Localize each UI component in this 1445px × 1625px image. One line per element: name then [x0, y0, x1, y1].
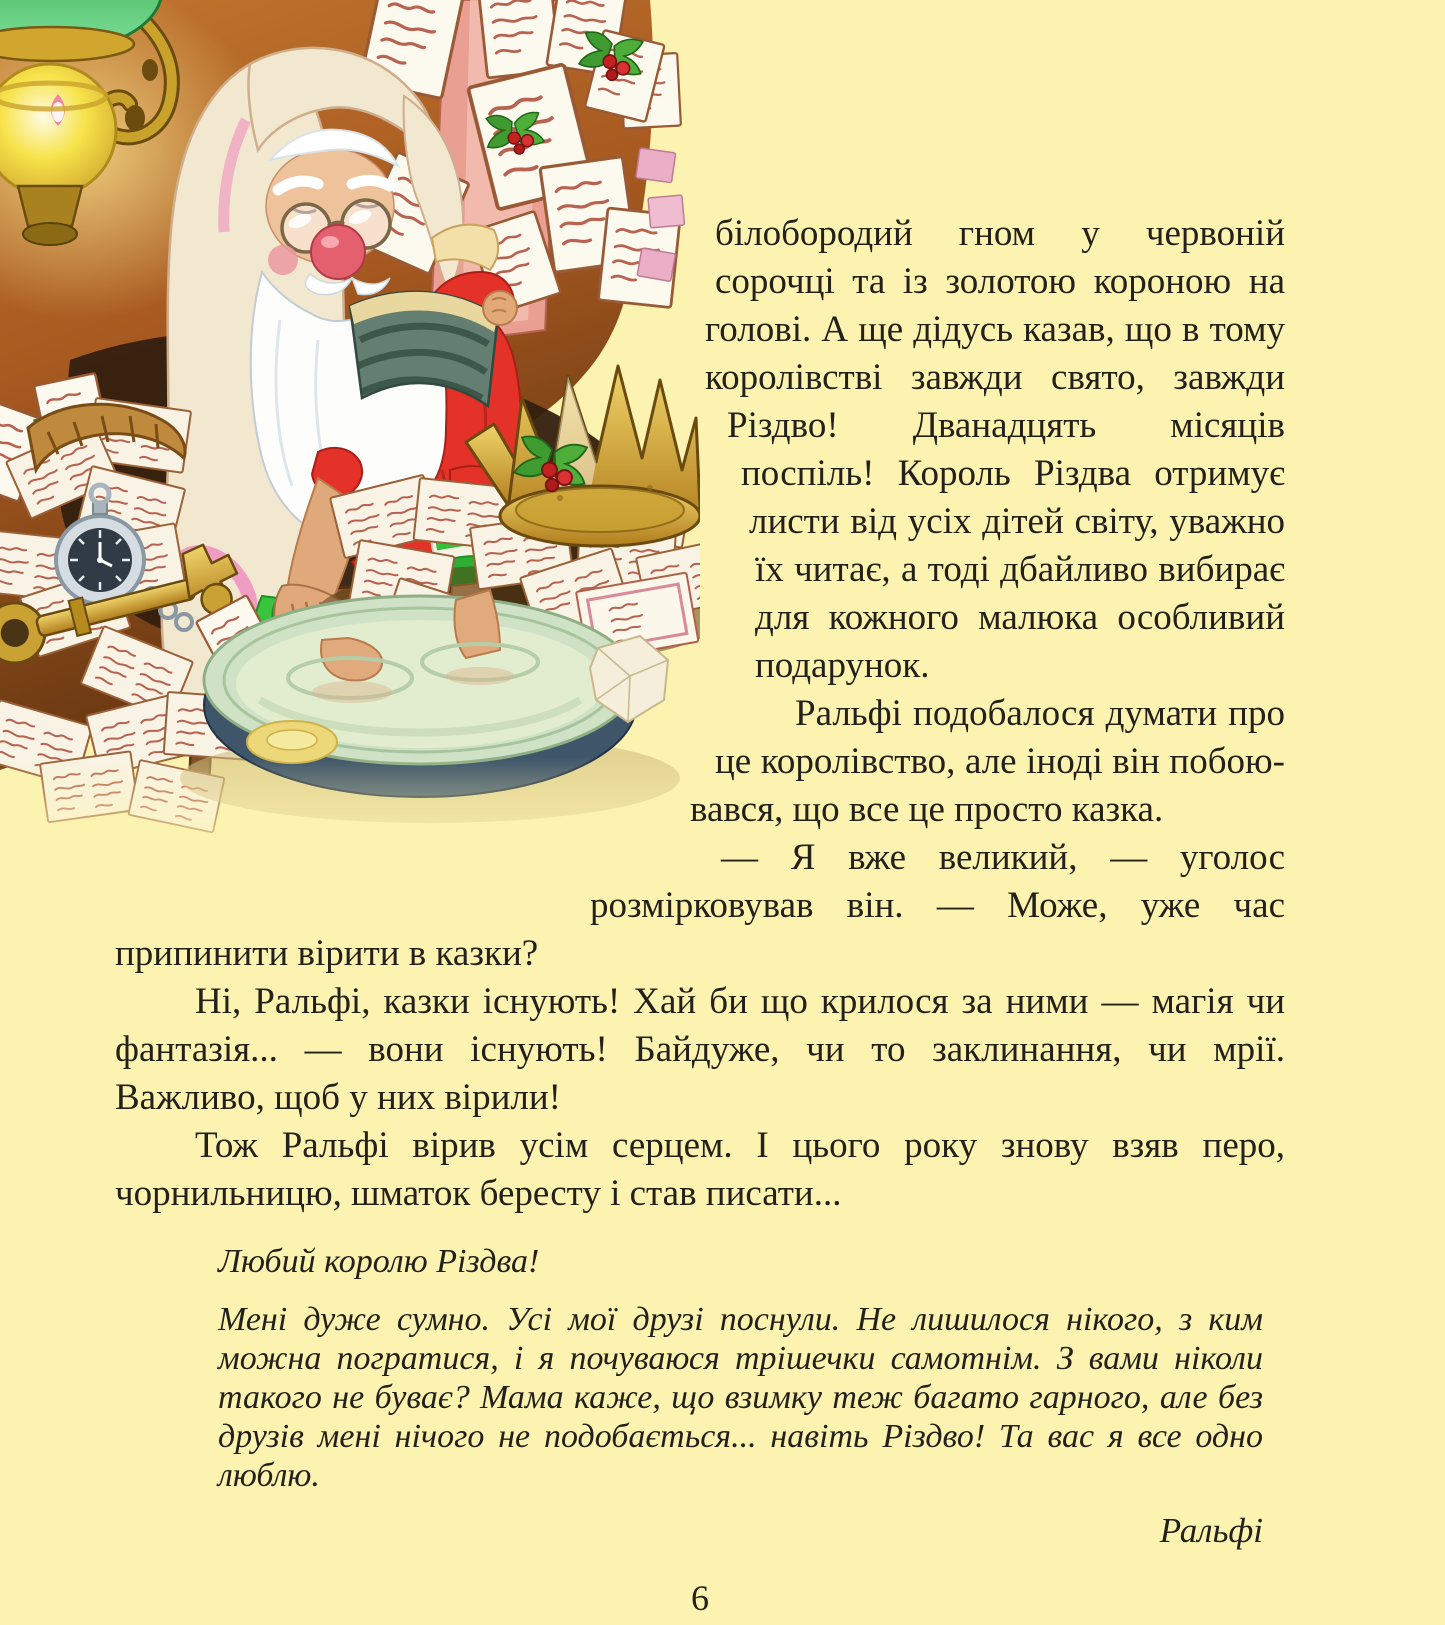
letter-to-king — [218, 1242, 1263, 1550]
letter-salutation: Любий королю Різдва! — [218, 1243, 540, 1280]
story-paragraph: Тож Ральфі вірив усім серцем. І цього року знову взяв перо, чорнильницю, шматок бересту і став писати... — [115, 1125, 1285, 1214]
page-number: 6 — [691, 1578, 709, 1618]
letter-body: Мені дуже сумно. Усі мої друзі поснули. Не лишилося нікого, з ким можна погратися, і я почуваюся трішечки самотнім. З вами ніколи такого не буває? Мама каже, що взимку теж багато гарного, але без друзів мені нічого не подобається... навіть Різдво! Та вас я все одно люблю. — [218, 1301, 1263, 1494]
letter-signature: Ральфі — [1159, 1511, 1263, 1550]
story-paragraph: Ральфі подобалося думати про це королівство, але іноді він побоювався, що все це просто казка. — [690, 693, 1285, 830]
story-paragraph: Ні, Ральфі, казки існують! Хай би що крилося за ними — магія чи фантазія... — вони існують! Байдуже, чи то заклинання, чи мрії. Важливо, щоб у них вірили! — [115, 981, 1285, 1118]
story-paragraph: — Я вже великий, — уголос розмірковував він. — Може, уже час припинити вірити в казки? — [115, 837, 1285, 974]
story-paragraph: білобородий гном у червоній сорочці та із золотою короною на голові. А ще дідусь казав, що в тому королівстві завжди свято, завжди Різдво! Дванадцять місяців поспіль! Король Різдва отримує листи від усіх дітей світу, уважно їх читає, а тоді дбайливо вибирає для кожного малюка особливий подарунок. — [705, 213, 1285, 686]
illustration-text-wrap-spacer — [115, 210, 765, 930]
story-text — [115, 0, 1285, 1618]
